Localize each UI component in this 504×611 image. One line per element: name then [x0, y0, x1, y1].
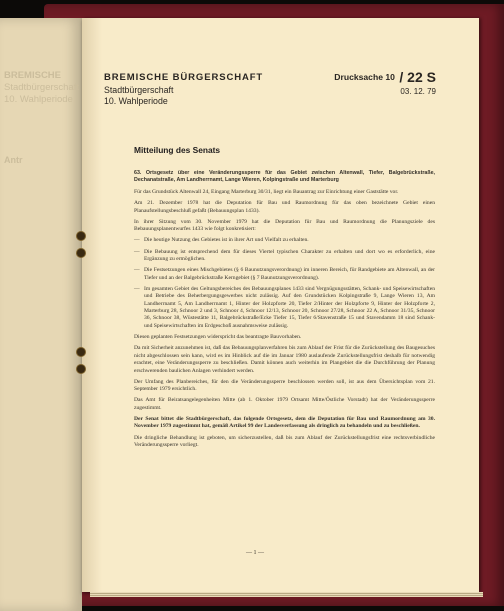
ghost-line-3: 10. Wahlperiode [4, 94, 73, 105]
document-number-label: Drucksache 10 [334, 71, 395, 82]
list-item-text: Die Festsetzungen eines Mischgebietes (§ 6 Baunutzungsverordnung) im inneren Bereich, für Randgebiete am Altenwall, an der Tiefer und an der Balgebrückstraße Kerngebiet (§ 7 Baunutzungsverordnung). [144, 267, 435, 281]
list-item-text: Im gesamten Gebiet des Geltungsbereiches des Bebauungsplanes 1433 sind Vergnügungsstätten, Schank- und Speisewirtschaften und Betriebe des Beherbergungsgewerbes nicht zulässig. Auf den Grundstücken Kolpingstraße 9, Lange Wieren 13, Am Landherrnamt 5, Am Landherrnamt 1, Hinter der Holzpforte 20, Tiefer 2/Hinter der Holzpforte 9, Hinter der Holzpforte 2, Marterburg 28, Schnoor 2 und 3, Schnoor 4, Schnoor 12/13, Schnoor 20, Schnoor 27/28, Schnoor 22 A, Schnoor 31/35, Schnoor 36, Schnoor 38, Wüstestätte 11, Balgebrückstraße/Ecke Tiefer 15, Tiefer 6/Stavenstraße 15 und Stavendamm 18 sind Schank- und Speisewirtschaften im Erdgeschoß ausnahmsweise zulässig. [144, 285, 435, 329]
paragraph: Am 21. Dezember 1978 hat die Deputation für Bau und Raumordnung für das oben bezeichnete Gebiet einen Planaufstellungsbeschluß gefaßt (Bebauungsplan 1433). [134, 200, 435, 214]
punch-hole-bottom [77, 365, 85, 373]
list-item [134, 267, 435, 282]
list-item [134, 249, 435, 264]
punch-hole-top [77, 232, 85, 240]
intro-heading: 63. Ortsgesetz über eine Veränderungssperre für das Gebiet zwischen Altenwall, Tiefer, Balgebrückstraße, Dechanatstraße, Am Landherrnamt, Lange Wieren, Kolpingstraße und Marterburg [134, 170, 435, 183]
page-stack-edge [90, 592, 483, 597]
list-dash: — [134, 237, 140, 244]
document-date: 03. 12. 79 [400, 87, 436, 96]
organization-name: BREMISCHE BÜRGERSCHAFT [104, 72, 264, 83]
document-number-value: / 22 S [399, 68, 436, 85]
list-item-text: Die heutige Nutzung des Gebietes ist in ihrer Art und Vielfalt zu erhalten. [144, 237, 309, 244]
list-item [134, 286, 435, 330]
list-dash: — [134, 267, 140, 274]
page-number: — 1 — [246, 550, 264, 556]
document-body [134, 170, 435, 453]
organization-subtitle-1: Stadtbürgerschaft [104, 85, 174, 95]
document-number [326, 68, 436, 86]
list-item [134, 237, 435, 244]
underlying-page [0, 18, 82, 611]
paragraph: Der Umfang des Planbereiches, für den die Veränderungssperre beschlossen werden soll, ist aus dem Übersichtsplan vom 21. September 1979 ersichtlich. [134, 378, 435, 393]
paragraph: Diesen geplanten Festsetzungen widerspricht das beantragte Bauvorhaben. [134, 334, 302, 341]
ghost-line-2: Stadtbürgerschaft [4, 82, 79, 93]
list-dash: — [134, 248, 140, 255]
punch-hole-lower-middle [77, 348, 85, 356]
document-title: Mitteilung des Senats [134, 145, 221, 155]
ghost-line-1: BREMISCHE [4, 70, 62, 81]
organization-subtitle-2: 10. Wahlperiode [104, 96, 168, 106]
list-dash: — [134, 285, 140, 292]
punch-hole-upper-middle [77, 249, 85, 257]
paragraph: Das Amt für Beiratsangelegenheiten Mitte (ab 1. Oktober 1979 Ortsamt Mitte/Östliche Vorstadt) hat der Veränderungssperre zugestimmt. [134, 397, 435, 411]
ghost-label: Antr [4, 155, 23, 165]
resolution-paragraph: Der Senat bittet die Stadtbürgerschaft, das folgende Ortsgesetz, dem die Deputation für Bau und Raumordnung am 30. November 1979 zugestimmt hat, gemäß Artikel 99 der Landesverfassung als dringlich zu behandeln und zu beschließen. [134, 415, 435, 430]
paragraph: Für das Grundstück Altenwall 24, Eingang Marterburg 30/31, liegt ein Bauantrag zur Einrichtung einer Gaststätte vor. [134, 189, 399, 195]
list-item-text: Die Bebauung ist entsprechend dem für dieses Viertel typischen Charakter zu erhalten und dort wo es erforderlich, eine Ergänzung zu ermöglichen. [144, 248, 435, 263]
closing-paragraph: Die dringliche Behandlung ist geboten, um sicherzustellen, daß bis zum Ablauf der Zurückstellungsfrist eine rechtsverbindliche Veränderungssperre vorliegt. [134, 434, 435, 448]
paragraph: Da mit Sicherheit anzunehmen ist, daß das Bebauungsplanverfahren bis zum Ablauf der Frist für die Zurückstellung des Baugesuches nicht abgeschlossen sein kann, wird es im Hinblick auf die im Januar 1980 auslaufende Zurückstellungsfrist deshalb für notwendig erachtet, eine Veränderungssperre zu beschließen. Damit können auch weiterhin im Plangebiet die die Durchführung der Planung erschwerenden baulichen Anlagen verhindert werden. [134, 345, 435, 374]
paragraph: In ihrer Sitzung vom 30. November 1979 hat die Deputation für Bau und Raumordnung die Planungsziele des Bebauungsplanentwurfes 1433 wie folgt konkretisiert: [134, 218, 435, 233]
